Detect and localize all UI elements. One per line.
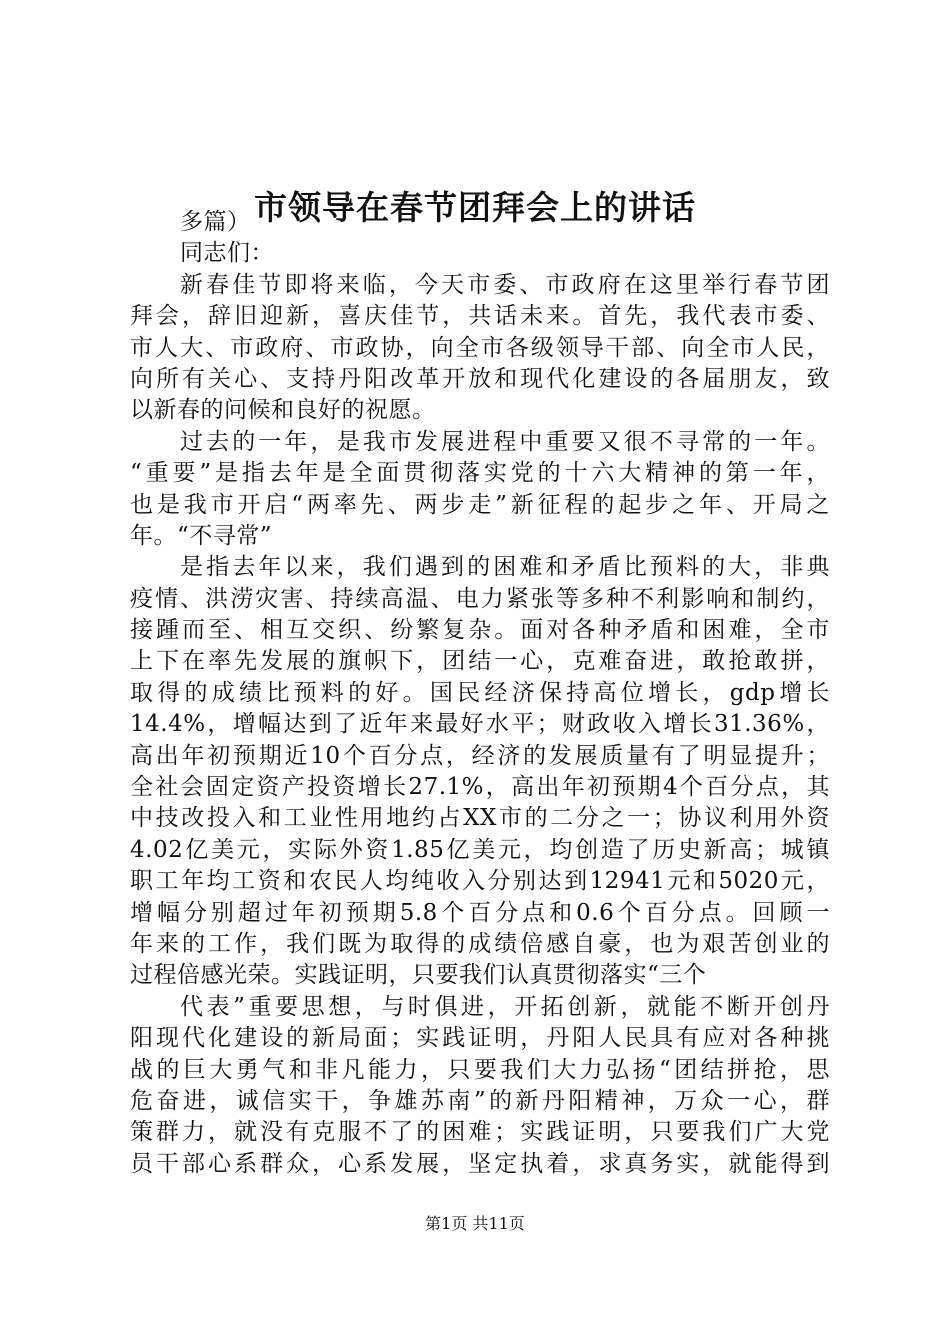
body-line: 策群力，就没有克服不了的困难；实践证明，只要我们广大党 (130, 1119, 830, 1146)
body-line: 以新春的问候和良好的祝愿。 (130, 397, 436, 424)
body-line: 过去的一年，是我市发展进程中重要又很不寻常的一年。 (180, 428, 830, 455)
document-title: 市领导在春节团拜会上的讲话 (254, 188, 696, 227)
body-line: 危奋进，诚信实干，争雄苏南”的新丹阳精神，万众一心，群 (130, 1087, 830, 1114)
body-line: 新春佳节即将来临，今天市委、市政府在这里举行春节团 (180, 271, 830, 298)
body-line: 4.02亿美元，实际外资1.85亿美元，均创造了历史新高；城镇 (130, 836, 830, 863)
body-line: 向所有关心、支持丹阳改革开放和现代化建设的各届朋友，致 (130, 365, 830, 392)
body-line: 市人大、市政府、市政协，向全市各级领导干部、向全市人民， (130, 334, 830, 361)
body-line: 战的巨大勇气和非凡能力，只要我们大力弘扬“团结拼抢，思 (130, 1056, 830, 1083)
body-line: 职工年均工资和农民人均纯收入分别达到12941元和5020元， (130, 868, 830, 895)
page-footer: 第1页 共11页 (425, 1214, 525, 1233)
body-line: 年来的工作，我们既为取得的成绩倍感自豪，也为艰苦创业的 (130, 930, 830, 957)
body-line: 员干部心系群众，心系发展，坚定执着，求真务实，就能得到 (130, 1150, 830, 1177)
body-line: 疫情、洪涝灾害、持续高温、电力紧张等多种不利影响和制约， (130, 585, 830, 612)
body-line: 过程倍感光荣。实践证明，只要我们认真贯彻落实“三个 (130, 962, 707, 989)
body-line: 高出年初预期近10个百分点，经济的发展质量有了明显提升； (130, 742, 830, 769)
body-line: 阳现代化建设的新局面；实践证明，丹阳人民具有应对各种挑 (130, 1025, 830, 1052)
body-line: 也是我市开启“两率先、两步走”新征程的起步之年、开局之 (130, 491, 830, 518)
body-line: 全社会固定资产投资增长27.1%，高出年初预期4个百分点，其 (130, 774, 830, 801)
body-line: 拜会，辞旧迎新，喜庆佳节，共话未来。首先，我代表市委、 (130, 303, 830, 330)
body-line: 取得的成绩比预料的好。国民经济保持高位增长，gdp增长 (130, 679, 830, 706)
body-line: 14.4%，增幅达到了近年来最好水平；财政收入增长31.36%， (130, 711, 830, 738)
body-line: 增幅分别超过年初预期5.8个百分点和0.6个百分点。回顾一 (130, 899, 830, 926)
document-body (130, 207, 830, 1180)
body-line: “重要”是指去年是全面贯彻落实党的十六大精神的第一年， (130, 460, 830, 487)
body-line: 年。“不寻常” (130, 522, 273, 549)
body-line: 接踵而至、相互交织、纷繁复杂。面对各种矛盾和困难，全市 (130, 617, 830, 644)
body-line: 中技改投入和工业性用地约占XX市的二分之一；协议利用外资 (130, 805, 830, 832)
body-line: 是指去年以来，我们遇到的困难和矛盾比预料的大，非典 (180, 554, 830, 581)
body-line: 同志们： (180, 240, 274, 267)
body-line: 多篇） (180, 209, 251, 235)
body-line: 上下在率先发展的旗帜下，团结一心，克难奋进，敢抢敢拼， (130, 648, 830, 675)
body-line: 代表”重要思想，与时俱进，开拓创新，就能不断开创丹 (180, 993, 830, 1020)
